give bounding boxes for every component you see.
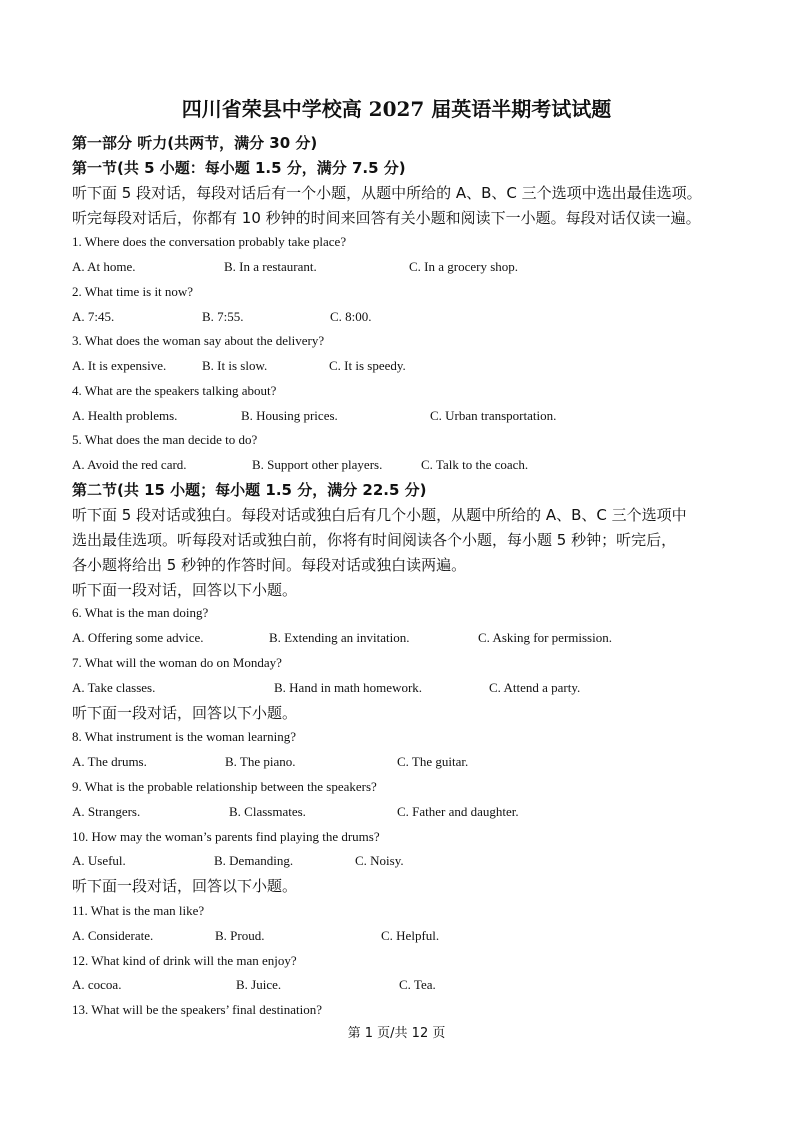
section1-instruction: 听下面 5 段对话，每段对话后有一个小题，从题中所给的 A、B、C 三个选项中选出最佳选项。: [72, 184, 702, 202]
question-text: 5. What does the man decide to do?: [72, 432, 258, 447]
question-text: 7. What will the woman do on Monday?: [72, 655, 282, 670]
option-b: B. 7:55.: [202, 309, 244, 324]
option-a: A. The drums.: [72, 754, 147, 769]
option-a: A. 7:45.: [72, 309, 115, 324]
section2-instruction: 听下面 5 段对话或独白。每段对话或独白后有几个小题，从题中所给的 A、B、C 三个选项中: [72, 506, 687, 524]
option-b: B. Extending an invitation.: [269, 630, 410, 645]
question-text: 4. What are the speakers talking about?: [72, 383, 277, 398]
option-b: B. Classmates.: [229, 804, 306, 819]
section2-heading: 第二节(共 15 小题；每小题 1.5 分，满分 22.5 分): [72, 481, 427, 499]
option-b: B. Juice.: [236, 977, 282, 992]
option-b: B. It is slow.: [202, 358, 268, 373]
dialogue-directive: 听下面一段对话，回答以下小题。: [72, 704, 298, 722]
section2-instruction: 选出最佳选项。听每段对话或独白前，你将有时间阅读各个小题，每小题 5 秒钟；听完后，: [72, 531, 677, 549]
option-a: A. Strangers.: [72, 804, 141, 819]
option-c: C. Father and daughter.: [397, 804, 519, 819]
option-a: A. Useful.: [72, 853, 126, 868]
section2-instruction: 各小题将给出 5 秒钟的作答时间。每段对话或独白读两遍。: [72, 556, 467, 574]
option-a: A. Avoid the red card.: [72, 457, 187, 472]
option-b: B. Support other players.: [252, 457, 383, 472]
option-a: A. Considerate.: [72, 928, 154, 943]
part1-heading: 第一部分 听力(共两节，满分 30 分): [72, 134, 318, 152]
option-c: C. Asking for permission.: [478, 630, 612, 645]
page-title: 四川省荣县中学校高 2027 届英语半期考试试题: [181, 97, 612, 121]
question-text: 10. How may the woman’s parents find playing the drums?: [72, 829, 380, 844]
question-text: 2. What time is it now?: [72, 284, 194, 299]
option-c: C. Talk to the coach.: [421, 457, 529, 472]
option-c: C. 8:00.: [330, 309, 372, 324]
option-c: C. In a grocery shop.: [409, 259, 519, 274]
question-text: 8. What instrument is the woman learning?: [72, 729, 296, 744]
option-b: B. Housing prices.: [241, 408, 338, 423]
option-b: B. The piano.: [225, 754, 296, 769]
option-a: A. Offering some advice.: [72, 630, 204, 645]
option-a: A. It is expensive.: [72, 358, 167, 373]
question-text: 9. What is the probable relationship between the speakers?: [72, 779, 377, 794]
question-text: 6. What is the man doing?: [72, 605, 209, 620]
question-text: 11. What is the man like?: [72, 903, 205, 918]
question-text: 1. Where does the conversation probably take place?: [72, 234, 347, 249]
option-a: A. Health problems.: [72, 408, 178, 423]
section1-heading: 第一节(共 5 小题：每小题 1.5 分，满分 7.5 分): [72, 159, 406, 177]
section1-instruction: 听完每段对话后，你都有 10 秒钟的时间来回答有关小题和阅读下一小题。每段对话仅读一遍。: [72, 209, 701, 227]
dialogue-directive: 听下面一段对话，回答以下小题。: [72, 581, 298, 599]
option-c: C. It is speedy.: [329, 358, 406, 373]
option-b: B. Hand in math homework.: [274, 680, 423, 695]
question-text: 3. What does the woman say about the delivery?: [72, 333, 325, 348]
question-text: 12. What kind of drink will the man enjoy?: [72, 953, 297, 968]
dialogue-directive: 听下面一段对话，回答以下小题。: [72, 877, 298, 895]
page-footer: 第 1 页/共 12 页: [347, 1026, 446, 1041]
option-c: C. Helpful.: [381, 928, 440, 943]
option-c: C. Attend a party.: [489, 680, 581, 695]
option-b: B. In a restaurant.: [224, 259, 317, 274]
option-b: B. Proud.: [215, 928, 265, 943]
option-a: A. cocoa.: [72, 977, 122, 992]
option-c: C. Noisy.: [355, 853, 404, 868]
option-c: C. Urban transportation.: [430, 408, 557, 423]
option-c: C. Tea.: [399, 977, 436, 992]
option-b: B. Demanding.: [214, 853, 294, 868]
option-a: A. Take classes.: [72, 680, 156, 695]
question-text: 13. What will be the speakers’ final destination?: [72, 1002, 323, 1017]
option-a: A. At home.: [72, 259, 136, 274]
option-c: C. The guitar.: [397, 754, 469, 769]
